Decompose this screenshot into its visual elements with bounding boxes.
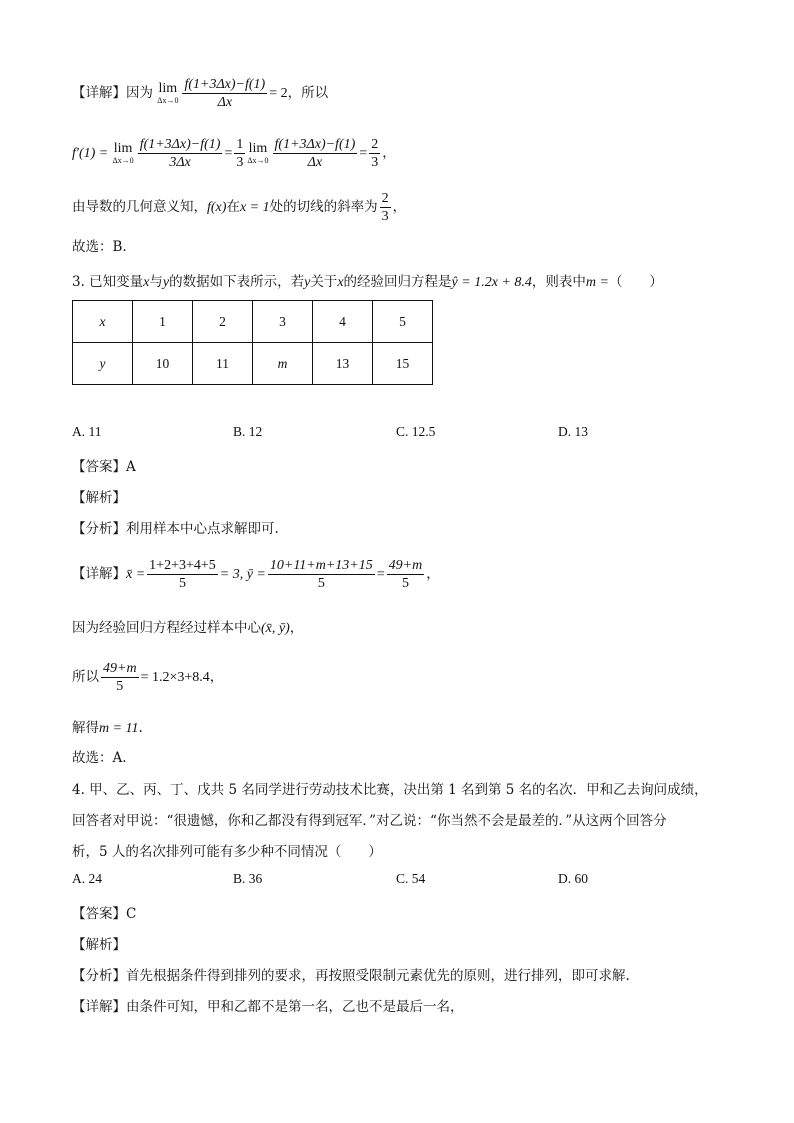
q4-answer: 【答案】C [72, 906, 137, 922]
option-b: B. 12 [233, 424, 263, 439]
option-a: A. 24 [72, 871, 102, 886]
q3-stem: 3. 已知变量x与y的数据如下表所示，若y关于x的经验回归方程是ŷ = 1.2x + 8.4，则表中m =（ ） [72, 274, 663, 290]
data-table [72, 300, 433, 385]
two-thirds: $\frac{2}{3}$ [371, 137, 379, 170]
difference-quotient: $\frac{f(1+3\Delta x)-f(1)}{\Delta x}$ [274, 137, 356, 170]
fx: f(x) [207, 200, 227, 215]
q4-stem-line1: 4. 甲、乙、丙、丁、戊共 5 名同学进行劳动技术比赛，决出第 1 名到第 5 名的名次．甲和乙去询问成绩， [72, 782, 708, 798]
lim-operator: lim Δx→0 [247, 141, 269, 165]
q2-derivative-formula: f′(1) = lim Δx→0 $\frac{f(1+3\Delta x)-f(1)}{3\Delta x}$ = $\frac{1}{3}$ lim Δx→0 $\frac{f(1+3\Delta x)-f(1)}{\Delta x}$ = $\frac{2}{3}$ ， [72, 137, 396, 170]
fprime-label: f′(1) = [72, 146, 109, 161]
table-cell: 10 [133, 343, 193, 385]
limit-value: = 2 [269, 86, 288, 101]
table-cell: 13 [313, 343, 373, 385]
option-d: D. 13 [558, 424, 588, 439]
q2-detail-line1 [72, 76, 328, 111]
q4-stem-line2: 回答者对甲说：“很遗憾，你和乙都没有得到冠军．”对乙说：“你当然不会是最差的．”从这两个回答分 [72, 813, 667, 829]
x-equals-1: x = 1 [239, 200, 270, 215]
table-cell: 4 [313, 301, 373, 343]
table-cell: 11 [193, 343, 253, 385]
table-cell: y [73, 343, 133, 385]
table-cell: 1 [133, 301, 193, 343]
option-a: A. 11 [72, 424, 102, 439]
table-cell: x [73, 301, 133, 343]
lim-operator: lim Δx→0 [112, 141, 134, 165]
table-cell: 15 [373, 343, 433, 385]
q3-solve-line: 解得m = 11. [72, 720, 143, 736]
q4-detail: 【详解】由条件可知，甲和乙都不是第一名，乙也不是最后一名， [72, 999, 464, 1015]
lim-operator: lim Δx→0 [157, 81, 179, 105]
q2-conclusion: 故选：B. [72, 239, 127, 255]
option-c: C. 12.5 [396, 424, 436, 439]
q3-center-line: 因为经验回归方程经过样本中心(x̄, ȳ)， [72, 620, 304, 636]
table-row [73, 343, 433, 385]
regression-equation: ŷ = 1.2x + 8.4 [451, 275, 532, 290]
two-thirds: $\frac{2}{3}$ [381, 191, 389, 224]
q4-analysis-label: 【解析】 [72, 937, 126, 953]
table-cell: m [253, 343, 313, 385]
quotient-3dx: $\frac{f(1+3\Delta x)-f(1)}{3\Delta x}$ [139, 137, 221, 170]
q3-so-line: 所以 $\frac{49+m}{5}$ = 1.2×3+8.4， [72, 661, 224, 694]
q3-conclusion: 故选：A. [72, 750, 127, 766]
detail-text: 因为 [126, 85, 153, 101]
q2-geometric-line: 由导数的几何意义知，f(x)在x = 1处的切线的斜率为 $\frac{2}{3}$ ， [72, 191, 407, 224]
q4-analysis: 【分析】首先根据条件得到排列的要求，再按照受限制元素优先的原则，进行排列，即可求解. [72, 968, 630, 984]
detail-text: ，所以 [287, 85, 329, 101]
one-third: $\frac{1}{3}$ [236, 137, 244, 170]
q3-analysis: 【分析】利用样本中心点求解即可. [72, 521, 279, 537]
table-cell: 2 [193, 301, 253, 343]
q3-means-formula: 【详解】x̄ = $\frac{1+2+3+4+5}{5}$ = 3, ȳ = $\frac{10+11+m+13+15}{5}$ = $\frac{49+m}{5}$ ， [72, 558, 440, 591]
table-cell: 3 [253, 301, 313, 343]
option-b: B. 36 [233, 871, 263, 886]
detail-tag: 【详解】 [72, 85, 126, 101]
sample-center: (x̄, ȳ) [261, 621, 290, 636]
q3-answer: 【答案】A [72, 459, 136, 475]
difference-quotient: $\frac{f(1+3\Delta x)-f(1)}{\Delta x}$ [184, 77, 266, 110]
q4-stem-line3: 析，5 人的名次排列可能有多少种不同情况（ ） [72, 844, 382, 860]
table-cell: 5 [373, 301, 433, 343]
q3-analysis-label: 【解析】 [72, 490, 126, 506]
table-row [73, 301, 433, 343]
option-c: C. 54 [396, 871, 426, 886]
option-d: D. 60 [558, 871, 588, 886]
